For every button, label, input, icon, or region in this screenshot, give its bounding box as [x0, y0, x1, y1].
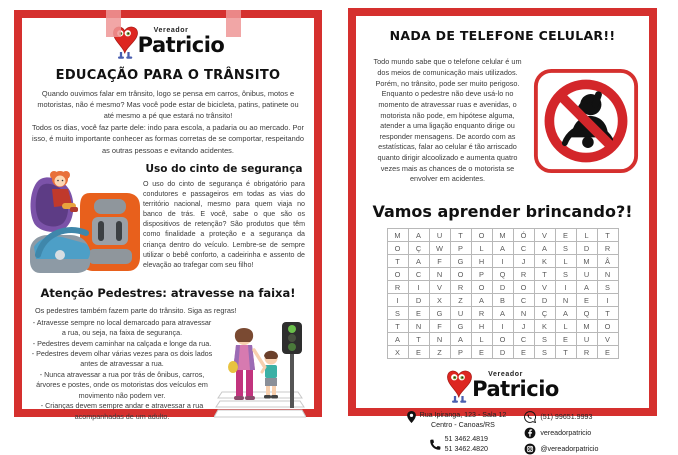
wordsearch-cell: X [429, 294, 450, 307]
wordsearch-cell: I [408, 281, 429, 294]
wordsearch-cell: N [555, 294, 576, 307]
wordsearch-cell: J [513, 255, 534, 268]
pedestrian-rules-list [30, 318, 214, 422]
contact-right-column [524, 407, 598, 455]
brand-name: Patricio [472, 377, 559, 402]
seatbelt-heading: Uso do cinto de segurança [145, 162, 303, 175]
wordsearch-cell: I [555, 281, 576, 294]
right-page-title: NADA DE TELEFONE CELULAR!! [389, 28, 616, 43]
wordsearch-cell: T [450, 229, 471, 242]
wordsearch-cell: K [534, 320, 555, 333]
wordsearch-cell: P [471, 268, 492, 281]
wordsearch-cell: U [576, 333, 597, 346]
wordsearch-cell: U [450, 307, 471, 320]
whatsapp-number: (51) 99651.9993 [540, 413, 593, 422]
wordsearch-cell: A [471, 294, 492, 307]
location-pin-icon [407, 411, 416, 423]
crosswalk-illustration [214, 320, 306, 420]
child-car-seats-illustration [24, 163, 140, 276]
wordsearch-cell: O [471, 229, 492, 242]
seatbelt-section [22, 163, 314, 278]
wordsearch-cell: S [534, 346, 555, 359]
instagram-row [524, 443, 598, 455]
wordsearch-cell: O [450, 268, 471, 281]
wordsearch-cell: L [555, 320, 576, 333]
wordsearch-cell: A [450, 333, 471, 346]
wordsearch-cell: T [597, 307, 618, 320]
wordsearch-cell: U [576, 268, 597, 281]
tape-strip [106, 10, 121, 37]
pedestrian-heading: Atenção Pedestres: atravesse na faixa! [40, 285, 296, 300]
wordsearch-cell: X [387, 346, 408, 359]
wordsearch-cell: L [555, 255, 576, 268]
wordsearch-cell: V [534, 281, 555, 294]
wordsearch-cell: D [492, 346, 513, 359]
intro-paragraph-1: Quando ouvimos falar em trânsito, logo se pensa em carros, ônibus, motos e motoristas, não é mesmo? Mas você pode estar de bicicleta, patins, patinete ou até mesmo a pé que estará no trânsito! [37, 89, 299, 121]
wordsearch-cell: S [597, 281, 618, 294]
wordsearch-cell: S [534, 333, 555, 346]
facebook-row [524, 427, 598, 439]
phone-number-2: 51 3462.4820 [444, 445, 488, 454]
brand-vereador: Vereador [153, 27, 189, 34]
wordsearch-cell: T [408, 333, 429, 346]
wordsearch-cell: Â [597, 255, 618, 268]
wordsearch-cell: A [492, 307, 513, 320]
pedestrian-rule: - Crianças devem sempre andar e atravessar a rua acompanhadas de um adulto. [40, 401, 204, 421]
wordsearch-cell: U [429, 229, 450, 242]
instagram-handle: @vereadorpatricio [540, 445, 599, 454]
contact-block [356, 407, 649, 455]
wordsearch-cell: R [576, 346, 597, 359]
no-cellphone-sign [533, 68, 639, 174]
wordsearch-cell: Z [450, 294, 471, 307]
wordsearch-cell: O [387, 242, 408, 255]
wordsearch-cell: O [513, 281, 534, 294]
wordsearch-cell: L [471, 333, 492, 346]
wordsearch-cell: E [576, 294, 597, 307]
wordsearch-cell: S [555, 242, 576, 255]
wordsearch-cell: F [429, 320, 450, 333]
heart-mascot-icon [446, 367, 476, 404]
wordsearch-cell: Q [576, 307, 597, 320]
address-row [407, 411, 507, 431]
wordsearch-cell: I [597, 294, 618, 307]
wordsearch-cell: E [513, 346, 534, 359]
brand-logo [22, 23, 314, 60]
wordsearch-cell: M [576, 255, 597, 268]
address-line-1: Rua Ipiranga, 123 - Sala 12 [419, 411, 507, 420]
wordsearch-cell: P [450, 346, 471, 359]
brand-logo-footer [356, 367, 649, 404]
wordsearch-cell: E [597, 346, 618, 359]
wordsearch-cell: A [576, 281, 597, 294]
wordsearch-cell: T [597, 229, 618, 242]
wordsearch-cell: E [408, 346, 429, 359]
wordsearch-cell: D [492, 281, 513, 294]
wordsearch-cell: K [534, 255, 555, 268]
left-page-title: EDUCAÇÃO PARA O TRÂNSITO [55, 68, 281, 83]
phone-icon [429, 439, 441, 451]
wordsearch-cell: D [534, 294, 555, 307]
wordsearch-cell: F [429, 255, 450, 268]
phone-number-1: 51 3462.4819 [444, 435, 488, 444]
wordsearch-cell: A [408, 229, 429, 242]
brand-name: Patricio [137, 33, 225, 57]
wordsearch-cell: Q [492, 268, 513, 281]
wordsearch-cell: N [408, 320, 429, 333]
wordsearch-cell: E [555, 229, 576, 242]
brand-vereador: Vereador [488, 371, 523, 379]
wordsearch-cell: Ó [513, 229, 534, 242]
wordsearch-cell: N [429, 268, 450, 281]
wordsearch-cell: E [471, 346, 492, 359]
wordsearch-cell: A [408, 255, 429, 268]
wordsearch-cell: S [387, 307, 408, 320]
wordsearch-cell: M [576, 320, 597, 333]
wordsearch-cell: T [534, 268, 555, 281]
wordsearch-cell: A [492, 242, 513, 255]
wordsearch-cell: V [429, 281, 450, 294]
flyer-page-right [348, 8, 657, 454]
phone-row [429, 435, 507, 455]
wordsearch-cell: V [597, 333, 618, 346]
wordsearch-cell: Ç [408, 242, 429, 255]
wordsearch-cell: B [492, 294, 513, 307]
wordsearch-cell: W [429, 242, 450, 255]
tape-strip [226, 10, 241, 37]
wordsearch-cell: Z [429, 346, 450, 359]
wordsearch-cell: L [471, 242, 492, 255]
wordsearch-cell: T [387, 320, 408, 333]
wordsearch-cell: O [597, 320, 618, 333]
pedestrian-rule: - Pedestres devem olhar várias vezes para os dois lados antes de atravessar a rua. [31, 348, 213, 369]
wordsearch-cell: C [408, 268, 429, 281]
pedestrian-rule: - Nunca atravessar a rua por trás de ônibus, carros, árvores e postes, onde os motoristas dos veículos em movimento não podem ver. [36, 369, 208, 400]
whatsapp-icon [524, 411, 536, 423]
no-cellphone-section [368, 50, 639, 192]
pedestrian-rule: - Atravesse sempre no local demarcado para atravessar a rua, ou seja, na faixa de segurança. [32, 317, 212, 338]
wordsearch-cell: H [471, 320, 492, 333]
wordsearch-cell: O [492, 333, 513, 346]
wordsearch-cell: T [555, 346, 576, 359]
wordsearch-cell: R [471, 307, 492, 320]
contact-left-column [407, 407, 507, 455]
wordsearch-cell: O [387, 268, 408, 281]
wordsearch-cell: R [597, 242, 618, 255]
wordsearch-cell: N [597, 268, 618, 281]
wordsearch-cell: M [387, 229, 408, 242]
wordsearch-cell: A [555, 307, 576, 320]
facebook-icon [524, 427, 536, 439]
wordsearch-cell: E [555, 333, 576, 346]
facebook-handle: vereadorpatricio [540, 429, 592, 438]
wordsearch-cell: A [534, 242, 555, 255]
instagram-icon [524, 443, 536, 455]
wordsearch-cell: I [387, 294, 408, 307]
wordsearch-cell: E [408, 307, 429, 320]
wordsearch-cell: G [450, 320, 471, 333]
wordsearch-cell: V [534, 229, 555, 242]
wordsearch-cell: O [471, 281, 492, 294]
wordsearch-cell: N [513, 307, 534, 320]
wordsearch-cell: T [387, 255, 408, 268]
wordsearch-cell: D [576, 242, 597, 255]
wordsearch-cell: H [471, 255, 492, 268]
wordsearch-cell: I [492, 255, 513, 268]
address-line-2: Centro - Canoas/RS [431, 421, 495, 430]
wordsearch-cell: G [450, 255, 471, 268]
pedestrian-lead: Os pedestres também fazem parte do trânsito. Siga as regras! [35, 305, 237, 315]
wordsearch-cell: N [429, 333, 450, 346]
wordsearch-cell: M [492, 229, 513, 242]
wordsearch-grid [387, 228, 619, 359]
seatbelt-body: O uso do cinto de segurança é obrigatório para condutores e passageiros em todas as vias do território nacional, mesmo para quem viaja no banco de trás. E você, sabe o que são os dispositivos de retenção? São produtos que têm como finalidade a proteção e a segurança da criança dentro do veículo. Lembre-se de sempre utilizar o bebê conforto, a cadeirinha e assento de elevação ao trafegar com seu filho! [143, 179, 305, 269]
intro-paragraph-2: Todos os dias, você faz parte dele: indo para escola, a padaria ou ao mercado. Por isso, é muito importante conhecer as formas corretas de se comportar, respeitando as outras pessoas e evitando acidentes. [32, 123, 304, 155]
game-heading: Vamos aprender brincando?! [372, 202, 633, 222]
wordsearch-cell: G [429, 307, 450, 320]
wordsearch-cell: R [387, 281, 408, 294]
wordsearch-cell: A [387, 333, 408, 346]
flyer-page-left [14, 10, 322, 421]
wordsearch-cell: C [513, 294, 534, 307]
wordsearch-cell: P [450, 242, 471, 255]
wordsearch-cell: L [576, 229, 597, 242]
wordsearch-cell: R [513, 268, 534, 281]
wordsearch-cell: C [513, 242, 534, 255]
wordsearch-cell: I [492, 320, 513, 333]
no-cellphone-body: Todo mundo sabe que o telefone celular é um dos meios de comunicação mais utilizados. Porém, no trânsito, pode ser muito perigoso. Enquanto o pedestre não deve usá-lo no momento de atravessar ruas e avenidas, o motorista não pode, em hipótese alguma, atender a uma ligação enquanto dirige ou responder mensagens. De acordo com as estatísticas, falar ao celular é tão arriscado quanto dirigir alcoolizado e aumenta quatro vezes mais as chances de o motorista se envolver em acidentes. [373, 57, 522, 184]
wordsearch-cell: R [450, 281, 471, 294]
pedestrian-rule: - Pedestres devem caminhar na calçada e longe da rua. [32, 338, 212, 348]
wordsearch-cell: Ç [534, 307, 555, 320]
whatsapp-row [524, 411, 598, 423]
wordsearch-cell: D [408, 294, 429, 307]
wordsearch-cell: J [513, 320, 534, 333]
wordsearch-cell: S [555, 268, 576, 281]
wordsearch-cell: C [513, 333, 534, 346]
pedestrian-rules-section [30, 318, 306, 422]
